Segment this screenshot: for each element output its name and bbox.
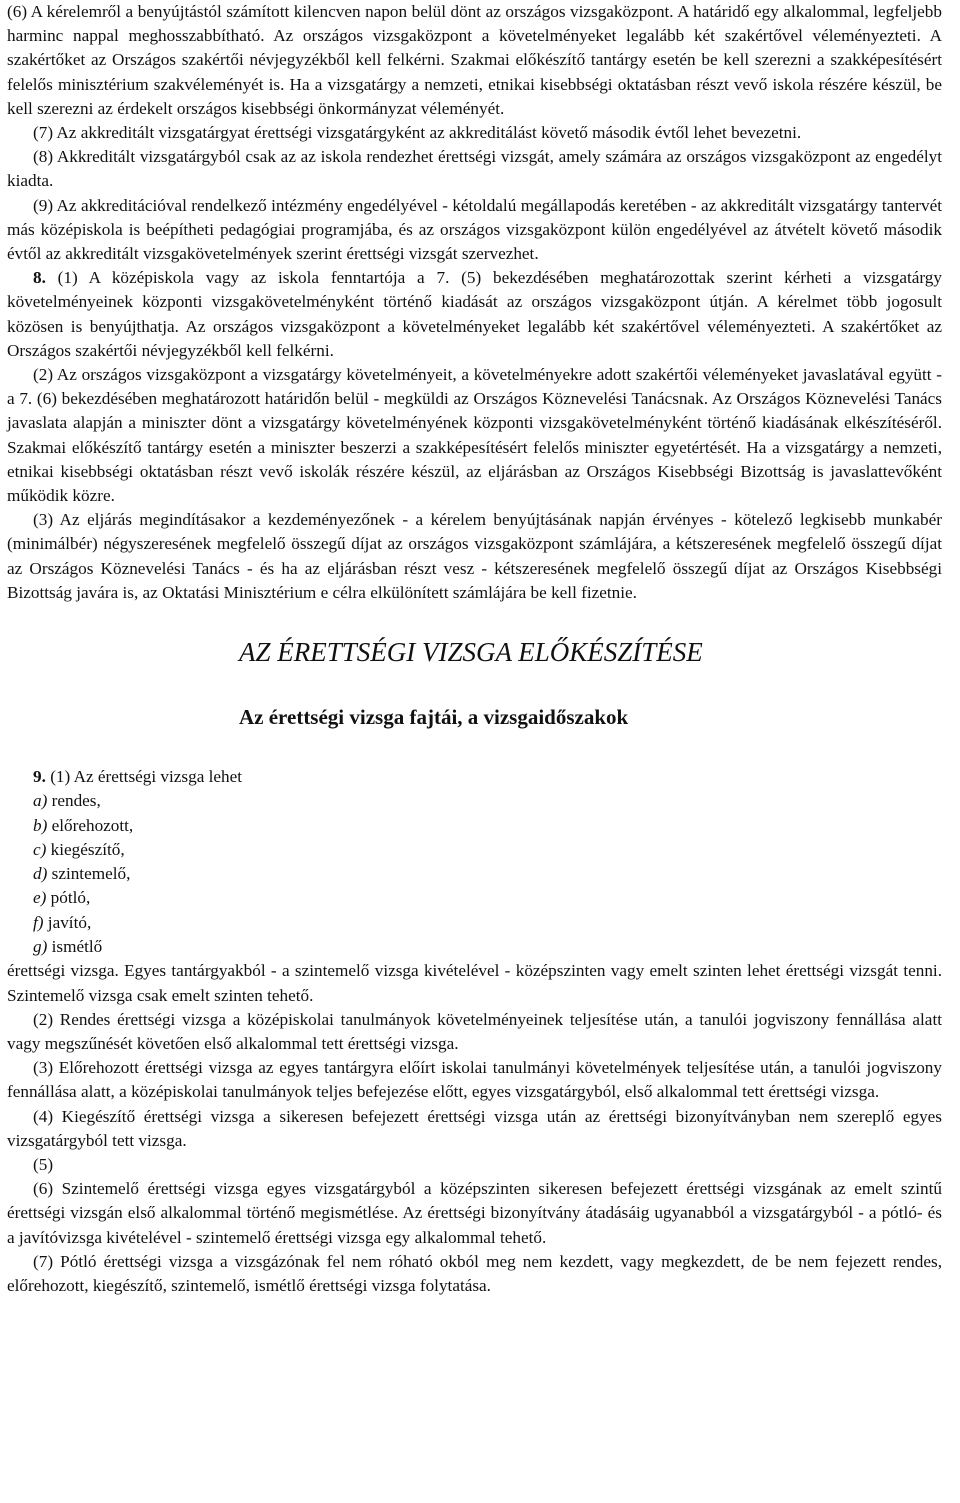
paragraph-7: (7) Az akkreditált vizsgatárgyat érettségi vizsgatárgyként az akkreditálást követő második évtől lehet bevezetni. (33, 123, 802, 143)
list-item (33, 862, 942, 886)
list-item (33, 789, 942, 813)
list-text: előrehozott, (47, 815, 134, 835)
list-letter: b) (33, 815, 48, 835)
list-item (33, 838, 942, 862)
section-9-number: 9. (33, 767, 46, 787)
list-text: ismétlő (47, 937, 103, 957)
section-8-paragraph-2: (2) Az országos vizsgaközpont a vizsgatárgy követelményeit, a követelményekre adott szakértői véleményeket javaslatával együtt - a 7. (6) bekezdésében meghatározott határidőn belül - megküldi az Országos Köznevelési Tanácsnak. Az Országos Köznevelési Tanács javaslata alapján a miniszter dönt a vizsgatárgy követelményének központi vizsgakövetelményként történő kiadásának elkészítéséről. Szakmai előkészítő tantárgy esetén a miniszter beszerzi a szakképesítésért felelős miniszter egyetértését. Ha a vizsgatárgy a nemzeti, etnikai kisebbségi oktatásban részt vevő iskolák részére készül, az eljárásban az Országos Kisebbségi Bizottság is javaslattevőként működik közre. (7, 365, 942, 506)
section-8-paragraph-3: (3) Az eljárás megindításakor a kezdeményezőnek - a kérelem benyújtásának napján érvényes - kötelező legkisebb munkabér (minimálbér) négyszeresének megfelelő összegű díjat az országos vizsgaközpont számlájára, a kétszeresének megfelelő összegű díjat az Országos Köznevelési Tanács - és ha az eljárásban részt vesz - kétszeresének megfelelő összegű díjat az Országos Kisebbségi Bizottság javára is, az Oktatási Minisztérium e célra elkülönített számlájára be kell fizetnie. (7, 510, 942, 602)
section-8-paragraph-1 (7, 266, 942, 363)
section-9-intro (7, 765, 942, 789)
paragraph-6: (6) A kérelemről a benyújtástól számított kilencven napon belül dönt az országos vizsgaközpont. A határidő egy alkalommal, legfeljebb harminc nappal meghosszabbítható. Az országos vizsgaközpont a követelményeket legalább két szakértővel véleményezteti. A szakértőket az Országos szakértői névjegyzékből kell felkérni. Szakmai előkészítő tantárgy esetén be kell szerezni a szakképesítésért felelős minisztérium szakvéleményét is. Ha a vizsgatárgy a nemzeti, etnikai kisebbségi oktatásban részt vevő iskola részére készül, be kell szerezni az érdekelt országos kisebbségi önkormányzat véleményét. (7, 2, 942, 118)
list-letter: e) (33, 888, 47, 908)
section-9-paragraph-2: (2) Rendes érettségi vizsga a középiskolai tanulmányok követelményeinek teljesítése után, a tanulói jogviszony fennállása alatt vagy megszűnését követően első alkalommal tett érettségi vizsga. (7, 1009, 942, 1053)
section-9-paragraph-6: (6) Szintemelő érettségi vizsga egyes vizsgatárgyból a középszinten sikeresen befejezett érettségi vizsgának az emelt szintű érettségi vizsgán első alkalommal történő megismétlése. Az érettségi bizonyítvány átadásáig ugyanabból a vizsgatárgyból - a pótló- és a javítóvizsga kivételével - szintemelő érettségi vizsga egy alkalommal tehető. (7, 1179, 942, 1247)
list-text: pótló, (46, 888, 91, 908)
list-letter: c) (33, 839, 47, 859)
exam-type-list (7, 789, 942, 959)
list-letter: f) (33, 912, 44, 932)
section-9-paragraph-5: (5) (33, 1154, 54, 1174)
section-9-paragraph-4: (4) Kiegészítő érettségi vizsga a sikeresen befejezett érettségi vizsga után az érettségi bizonyítványban nem szereplő egyes vizsgatárgyból tett vizsga. (7, 1106, 942, 1150)
list-item (33, 911, 942, 935)
section-8-text-1: (1) A középiskola vagy az iskola fenntartója a 7. (5) bekezdésében meghatározottak szerint kérheti a vizsgatárgy követelményeinek központi vizsgakövetelményként történő kiadását az országos vizsgaközpont útján. A kérelmet több jogosult közösen is benyújthatja. Az országos vizsgaközpont a követelményeket legalább két szakértővel véleményezteti. A szakértőket az Országos szakértői névjegyzékből kell felkérni. (7, 268, 942, 360)
paragraph-9: (9) Az akkreditációval rendelkező intézmény engedélyével - kétoldalú megállapodás keretében - az akkreditált vizsgatárgy tantervét más középiskola is beépítheti pedagógiai programjába, és az országos vizsgaközpont külön engedélyével az átvételt követő második évtől az akkreditált vizsgakövetelmények szerint érettségi vizsgát szervezhet. (7, 195, 942, 264)
list-letter: d) (33, 864, 48, 884)
list-item (33, 935, 942, 959)
list-text: kiegészítő, (46, 839, 125, 859)
section-9-paragraph-3: (3) Előrehozott érettségi vizsga az egyes tantárgyra előírt iskolai tanulmányi követelmények teljesítése után, a tanulói jogviszony fennállása alatt, a középiskolai tanulmányok teljes befejezése előtt, egyes vizsgatárgyból, első alkalommal tett érettségi vizsga. (7, 1058, 942, 1102)
list-letter: g) (33, 937, 48, 957)
chapter-heading: AZ ÉRETTSÉGI VIZSGA ELŐKÉSZÍTÉSE (239, 637, 703, 668)
section-9-intro-text: (1) Az érettségi vizsga lehet (45, 767, 243, 787)
section-8-number: 8. (33, 268, 46, 288)
list-letter: a) (33, 791, 48, 811)
list-text: rendes, (47, 791, 101, 811)
list-text: javító, (43, 912, 92, 932)
section-9-after-list: érettségi vizsga. Egyes tantárgyakból - a szintemelő vizsga kivételével - középszinten vagy emelt szinten lehet érettségi vizsgát tenni. Szintemelő vizsga csak emelt szinten tehető. (7, 961, 942, 1005)
section-heading: Az érettségi vizsga fajtái, a vizsgaidőszakok (239, 705, 629, 730)
paragraph-8: (8) Akkreditált vizsgatárgyból csak az az iskola rendezhet érettségi vizsgát, amely számára az országos vizsgaközpont az engedélyt kiadta. (7, 147, 942, 191)
section-9-paragraph-7: (7) Pótló érettségi vizsga a vizsgázónak fel nem róható okból meg nem kezdett, vagy megkezdett, de be nem fejezett rendes, előrehozott, kiegészítő, szintemelő, ismétlő érettségi vizsga folytatása. (7, 1251, 942, 1295)
list-text: szintemelő, (47, 864, 131, 884)
list-item (33, 886, 942, 910)
list-item (33, 814, 942, 838)
